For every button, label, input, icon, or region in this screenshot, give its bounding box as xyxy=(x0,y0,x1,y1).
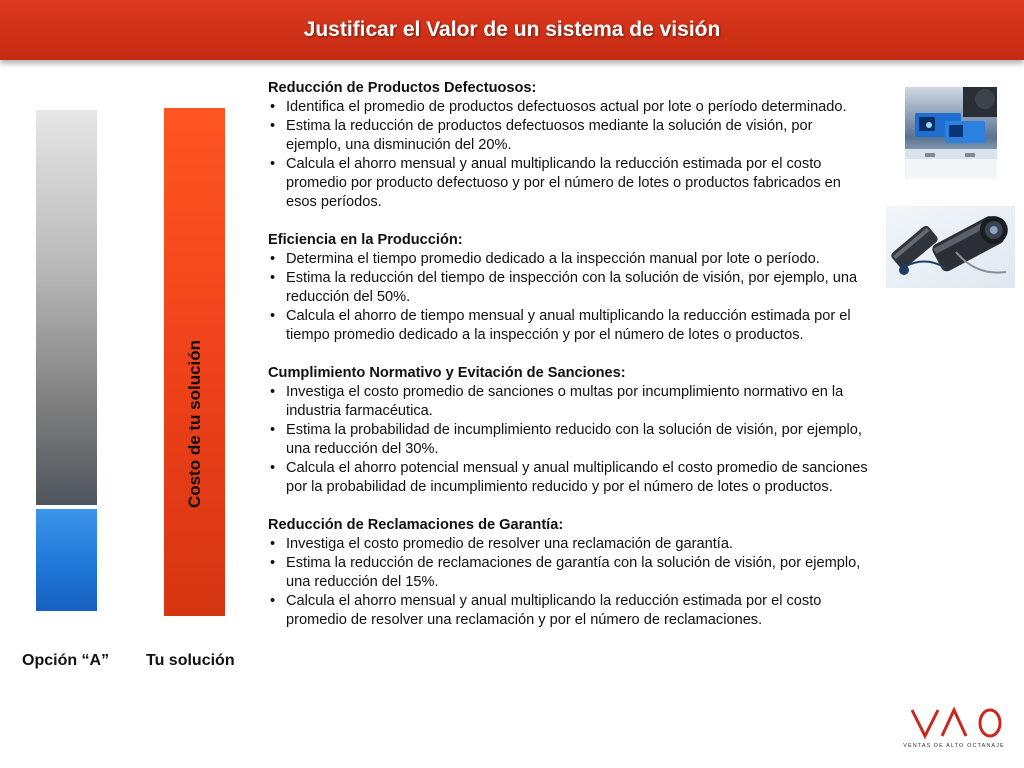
logo-tagline: VENTAS DE ALTO OCTANAJE xyxy=(903,743,1005,749)
bullet-icon: • xyxy=(270,422,276,438)
bullet-item xyxy=(268,554,870,592)
bullet-icon: • xyxy=(270,251,276,267)
section-warranty-claims xyxy=(268,516,870,630)
bullet-icon: • xyxy=(270,156,276,172)
bullet-item xyxy=(268,535,870,554)
bullet-list xyxy=(268,250,870,345)
section-production-efficiency xyxy=(268,231,870,345)
bullet-text: Identifica el promedio de productos defectuosos actual por lote o período determinado. xyxy=(286,99,847,115)
slide-title: Justificar el Valor de un sistema de visión xyxy=(303,18,721,41)
your-solution-caption: Tu solución xyxy=(146,652,235,669)
bullet-text: Calcula el ahorro mensual y anual multiplicando la reducción estimada por el costo promedio por producto defectuoso y por el número de lotes o productos fabricados en esos períodos. xyxy=(286,156,841,210)
vao-logo-mark xyxy=(898,706,1010,752)
bullet-text: Calcula el ahorro mensual y anual multiplicando la reducción estimada por el costo promedio de resolver una reclamación y por el número de reclamaciones. xyxy=(286,593,822,628)
bullet-text: Calcula el ahorro potencial mensual y anual multiplicando el costo promedio de sanciones por la probabilidad de incumplimiento reducido y por el número de lotes o productos. xyxy=(286,460,868,495)
bullet-list xyxy=(268,98,870,212)
option-a-caption: Opción “A” xyxy=(22,652,110,669)
bullet-item xyxy=(268,592,870,630)
section-heading: Reducción de Productos Defectuosos: xyxy=(268,80,537,96)
bullet-icon: • xyxy=(270,99,276,115)
bullet-item xyxy=(268,269,870,307)
bullet-list xyxy=(268,535,870,630)
option-a-gray-bar xyxy=(36,110,97,505)
bullet-icon: • xyxy=(270,555,276,571)
bullet-item xyxy=(268,117,870,155)
bullet-icon: • xyxy=(270,308,276,324)
bullet-text: Investiga el costo promedio de resolver una reclamación de garantía. xyxy=(286,536,733,552)
bullet-text: Estima la probabilidad de incumplimiento reducido con la solución de visión, por ejemplo, una reducción del 30%. xyxy=(286,422,862,457)
vao-logo xyxy=(898,706,1010,752)
bullet-text: Investiga el costo promedio de sanciones o multas por incumplimiento normativo en la industria farmacéutica. xyxy=(286,384,844,419)
bullet-icon: • xyxy=(270,384,276,400)
bullet-text: Estima la reducción de reclamaciones de garantía con la solución de visión, por ejemplo, una reducción del 15%. xyxy=(286,555,861,590)
industrial-camera-photo xyxy=(886,206,1015,288)
bullet-item xyxy=(268,383,870,421)
section-heading: Reducción de Reclamaciones de Garantía: xyxy=(268,517,564,533)
bullet-item xyxy=(268,155,870,212)
title-bar xyxy=(0,0,1024,60)
section-defective-products xyxy=(268,79,870,212)
bullet-icon: • xyxy=(270,270,276,286)
bullet-item xyxy=(268,98,870,117)
bullet-item xyxy=(268,421,870,459)
industrial-camera-icon xyxy=(886,206,1015,288)
content-column xyxy=(268,79,870,649)
bullet-item xyxy=(268,307,870,345)
vision-sensor-photo xyxy=(905,87,997,179)
section-heading: Eficiencia en la Producción: xyxy=(268,232,463,248)
section-compliance xyxy=(268,364,870,497)
vision-sensor-icon xyxy=(905,87,997,179)
bullet-text: Calcula el ahorro de tiempo mensual y anual multiplicando la reducción estimada por el tiempo promedio dedicado a la inspección y por el número de lotes o productos. xyxy=(286,308,851,343)
bullet-text: Determina el tiempo promedio dedicado a la inspección manual por lote o período. xyxy=(286,251,820,267)
bullet-item xyxy=(268,459,870,497)
bullet-text: Estima la reducción del tiempo de inspección con la solución de visión, por ejemplo, una reducción del 50%. xyxy=(286,270,858,305)
bullet-icon: • xyxy=(270,118,276,134)
bullet-icon: • xyxy=(270,536,276,552)
bullet-icon: • xyxy=(270,593,276,609)
bullet-icon: • xyxy=(270,460,276,476)
section-heading: Cumplimiento Normativo y Evitación de Sanciones: xyxy=(268,365,626,381)
bullet-list xyxy=(268,383,870,497)
bullet-text: Estima la reducción de productos defectuosos mediante la solución de visión, por ejemplo, una disminución del 20%. xyxy=(286,118,813,153)
bullet-item xyxy=(268,250,870,269)
option-a-blue-bar xyxy=(36,509,97,611)
red-bar-label: Costo de tu solución xyxy=(185,339,204,509)
